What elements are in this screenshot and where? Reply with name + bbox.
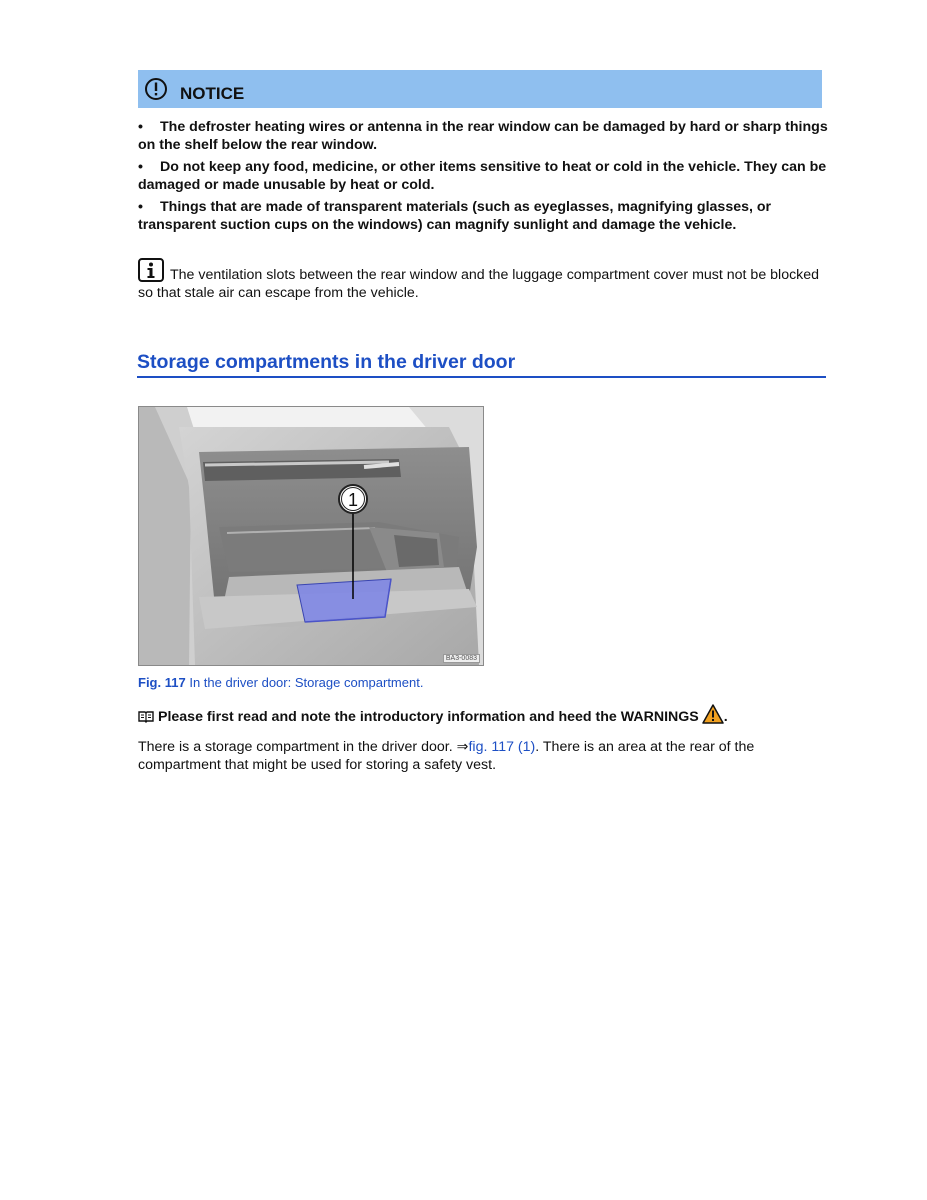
section-rule bbox=[137, 376, 826, 378]
info-icon bbox=[138, 258, 164, 282]
figure-reference-link[interactable]: fig. 117 (1) bbox=[468, 739, 536, 755]
figure-caption bbox=[138, 675, 423, 690]
notice-item: • The defroster heating wires or antenna in the rear window can be damaged by hard or sharp things on the shelf below the rear window. bbox=[138, 119, 828, 153]
door-figure bbox=[138, 406, 484, 666]
arrow-symbol: ⇒ bbox=[456, 739, 469, 755]
bullet: • bbox=[138, 199, 143, 215]
read-note-text: Please first read and note the introductory information and heed the WARNINGS bbox=[158, 709, 699, 725]
callout-number: 1 bbox=[347, 490, 359, 510]
caption-label: Fig. 117 bbox=[138, 675, 186, 690]
exclamation-circle-icon bbox=[144, 77, 168, 101]
warning-triangle-icon[interactable] bbox=[702, 704, 724, 724]
notice-item: • Things that are made of transparent materials (such as eyeglasses, magnifying glasses, or transparent suction cups on the windows) can magnify sunlight and damage the vehicle. bbox=[138, 199, 772, 233]
body-paragraph bbox=[138, 738, 828, 774]
read-note-end: . bbox=[723, 709, 728, 725]
bullet: • bbox=[138, 119, 143, 135]
body-text-after: . There is an area at the rear of the compartment that might be used for storing a safety vest. bbox=[138, 739, 755, 773]
caption-text: In the driver door: Storage compartment. bbox=[189, 675, 424, 690]
body-text-before: There is a storage compartment in the driver door. bbox=[138, 739, 457, 755]
figure-code: BA3-0083 bbox=[443, 654, 480, 663]
notice-list bbox=[138, 119, 828, 239]
info-text: The ventilation slots between the rear window and the luggage compartment cover must not be blocked so that stale air can escape from the vehicle. bbox=[138, 267, 820, 301]
notice-item: • Do not keep any food, medicine, or other items sensitive to heat or cold in the vehicle. They can be damaged or made unusable by heat or cold. bbox=[138, 159, 827, 193]
door-illustration bbox=[139, 407, 483, 665]
book-icon bbox=[138, 710, 154, 723]
info-note bbox=[138, 258, 828, 302]
bullet: • bbox=[138, 159, 143, 175]
read-first-note bbox=[138, 704, 728, 725]
notice-title: NOTICE bbox=[180, 84, 245, 103]
notice-header bbox=[138, 70, 822, 108]
section-title: Storage compartments in the driver door bbox=[137, 351, 516, 373]
